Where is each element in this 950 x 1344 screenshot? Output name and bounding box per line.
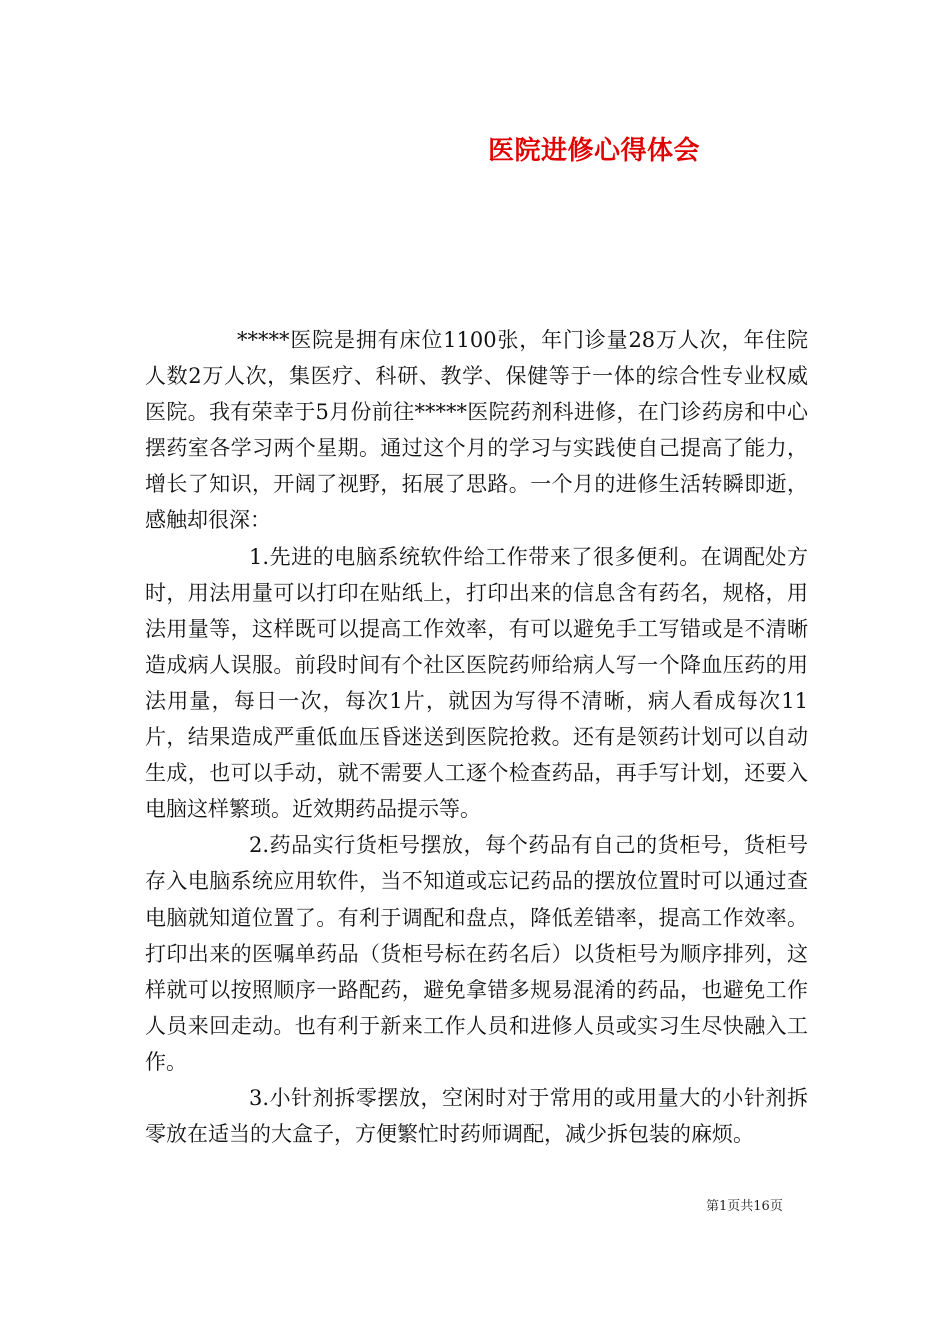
intro-paragraph: *****医院是拥有床位1100张，年门诊量28万人次，年住院人数2万人次，集医疗、科研、教学、保健等于一体的综合性专业权威医院。我有荣幸于5月份前往*****医院药剂科进修，在门诊药房和中心摆药室各学习两个星期。通过这个月的学习与实践使自己提高了能力，增长了知识，开阔了视野，拓展了思路。一个月的进修生活转瞬即逝，感触却很深：	[145, 328, 808, 533]
page-number-footer: 第1页共16页	[706, 1199, 783, 1214]
document-title: 医院进修心得体会	[488, 136, 701, 166]
document-body	[145, 322, 808, 1152]
point-3-paragraph: 3.小针剂拆零摆放，空闲时对于常用的或用量大的小针剂拆零放在适当的大盒子，方便繁忙时药师调配，减少拆包装的麻烦。	[145, 1085, 808, 1147]
point-2-paragraph: 2.药品实行货柜号摆放，每个药品有自己的货柜号，货柜号存入电脑系统应用软件，当不知道或忘记药品的摆放位置时可以通过查电脑就知道位置了。有利于调配和盘点，降低差错率，提高工作效率。打印出来的医嘱单药品（货柜号标在药名后）以货柜号为顺序排列，这样就可以按照顺序一路配药，避免拿错多规易混淆的药品，也避免工作人员来回走动。也有利于新来工作人员和进修人员或实习生尽快融入工作。	[145, 833, 808, 1074]
point-1-paragraph: 1.先进的电脑系统软件给工作带来了很多便利。在调配处方时，用法用量可以打印在贴纸上，打印出来的信息含有药名，规格，用法用量等，这样既可以提高工作效率，有可以避免手工写错或是不清晰造成病人误服。前段时间有个社区医院药师给病人写一个降血压药的用法用量，每日一次，每次1片，就因为写得不清晰，病人看成每次11片，结果造成严重低血压昏迷送到医院抢救。还有是领药计划可以自动生成，也可以手动，就不需要人工逐个检查药品，再手写计划，还要入电脑这样繁琐。近效期药品提示等。	[145, 544, 808, 822]
